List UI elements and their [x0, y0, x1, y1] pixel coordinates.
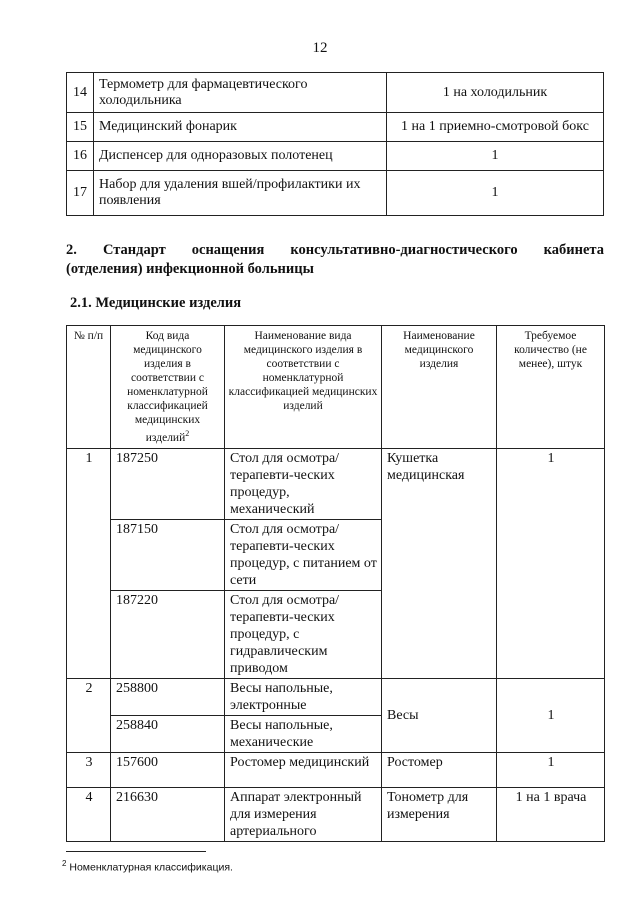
subsection-heading: 2.1. Медицинские изделия: [70, 295, 242, 311]
table-row: [67, 449, 605, 520]
item-name: Медицинский фонарик: [94, 113, 387, 142]
device-code: 187250: [111, 449, 225, 520]
item-name: Термометр для фармацевтического холодильника: [94, 73, 387, 113]
footnote-text: Номенклатурная классификация.: [69, 861, 233, 874]
footnote: [62, 859, 233, 874]
section-heading: [66, 241, 604, 279]
table-row: [67, 171, 604, 216]
device-quantity: 1 на 1 врача: [497, 788, 605, 842]
device-name: Весы: [382, 679, 497, 753]
device-kind: Ростомер медицинский: [225, 753, 382, 788]
device-code: 157600: [111, 753, 225, 788]
table-header-row: [67, 326, 605, 449]
heading-word: консультативно-диагностического: [290, 242, 518, 258]
footnote-mark: 2: [62, 859, 67, 868]
row-number: 15: [67, 113, 94, 142]
table-row: [67, 788, 605, 842]
table-row: [67, 113, 604, 142]
heading-word: оснащения: [191, 242, 265, 258]
row-number: 2: [67, 679, 111, 753]
equipment-table-continued: [66, 72, 604, 216]
item-quantity: 1 на 1 приемно-смотровой бокс: [387, 113, 604, 142]
device-code: 258840: [111, 716, 225, 753]
row-number: 1: [67, 449, 111, 679]
heading-line-2: (отделения) инфекционной больницы: [66, 261, 314, 277]
device-code: 216630: [111, 788, 225, 842]
device-code: 187150: [111, 520, 225, 591]
heading-word: кабинета: [543, 242, 604, 258]
device-code: 187220: [111, 591, 225, 679]
item-quantity: 1 на холодильник: [387, 73, 604, 113]
device-kind: Весы напольные, механические: [225, 716, 382, 753]
table-row: [67, 73, 604, 113]
item-name: Набор для удаления вшей/профилактики их появления: [94, 171, 387, 216]
row-number: 16: [67, 142, 94, 171]
medical-devices-table: [66, 325, 605, 842]
device-kind: Стол для осмотра/терапевти-ческих процедур, с питанием от сети: [225, 520, 382, 591]
table-row: [67, 142, 604, 171]
row-number: 4: [67, 788, 111, 842]
row-number: 3: [67, 753, 111, 788]
device-name: Ростомер: [382, 753, 497, 788]
table-row: [67, 753, 605, 788]
device-kind: Стол для осмотра/терапевти-ческих процедур, с гидравлическим приводом: [225, 591, 382, 679]
device-kind: Стол для осмотра/терапевти-ческих процедур, механический: [225, 449, 382, 520]
header-kind-name: Наименование вида медицинского изделия в соответствии с номенклатурной классификацией медицинских изделий: [225, 326, 382, 449]
footnote-ref: 2: [185, 429, 190, 438]
section-number: 2.: [66, 242, 77, 258]
header-num: № п/п: [67, 326, 111, 449]
device-quantity: 1: [497, 449, 605, 679]
footnote-divider: [66, 851, 206, 852]
item-quantity: 1: [387, 142, 604, 171]
row-number: 14: [67, 73, 94, 113]
heading-word: Стандарт: [102, 242, 166, 258]
header-device-name: Наименование медицинского изделия: [382, 326, 497, 449]
item-quantity: 1: [387, 171, 604, 216]
row-number: 17: [67, 171, 94, 216]
header-code: [111, 326, 225, 449]
device-name: Тонометр для измерения: [382, 788, 497, 842]
item-name: Диспенсер для одноразовых полотенец: [94, 142, 387, 171]
table-row: [67, 679, 605, 716]
header-quantity: Требуемое количество (не менее), штук: [497, 326, 605, 449]
device-quantity: 1: [497, 753, 605, 788]
device-kind: Аппарат электронный для измерения артериального: [225, 788, 382, 842]
device-name: Кушетка медицинская: [382, 449, 497, 679]
device-kind: Весы напольные, электронные: [225, 679, 382, 716]
page-number: 12: [312, 40, 328, 56]
header-code-text: Код вида медицинского изделия в соответствии с номенклатурной классификацией медицинских изделий: [127, 330, 208, 444]
device-quantity: 1: [497, 679, 605, 753]
device-code: 258800: [111, 679, 225, 716]
